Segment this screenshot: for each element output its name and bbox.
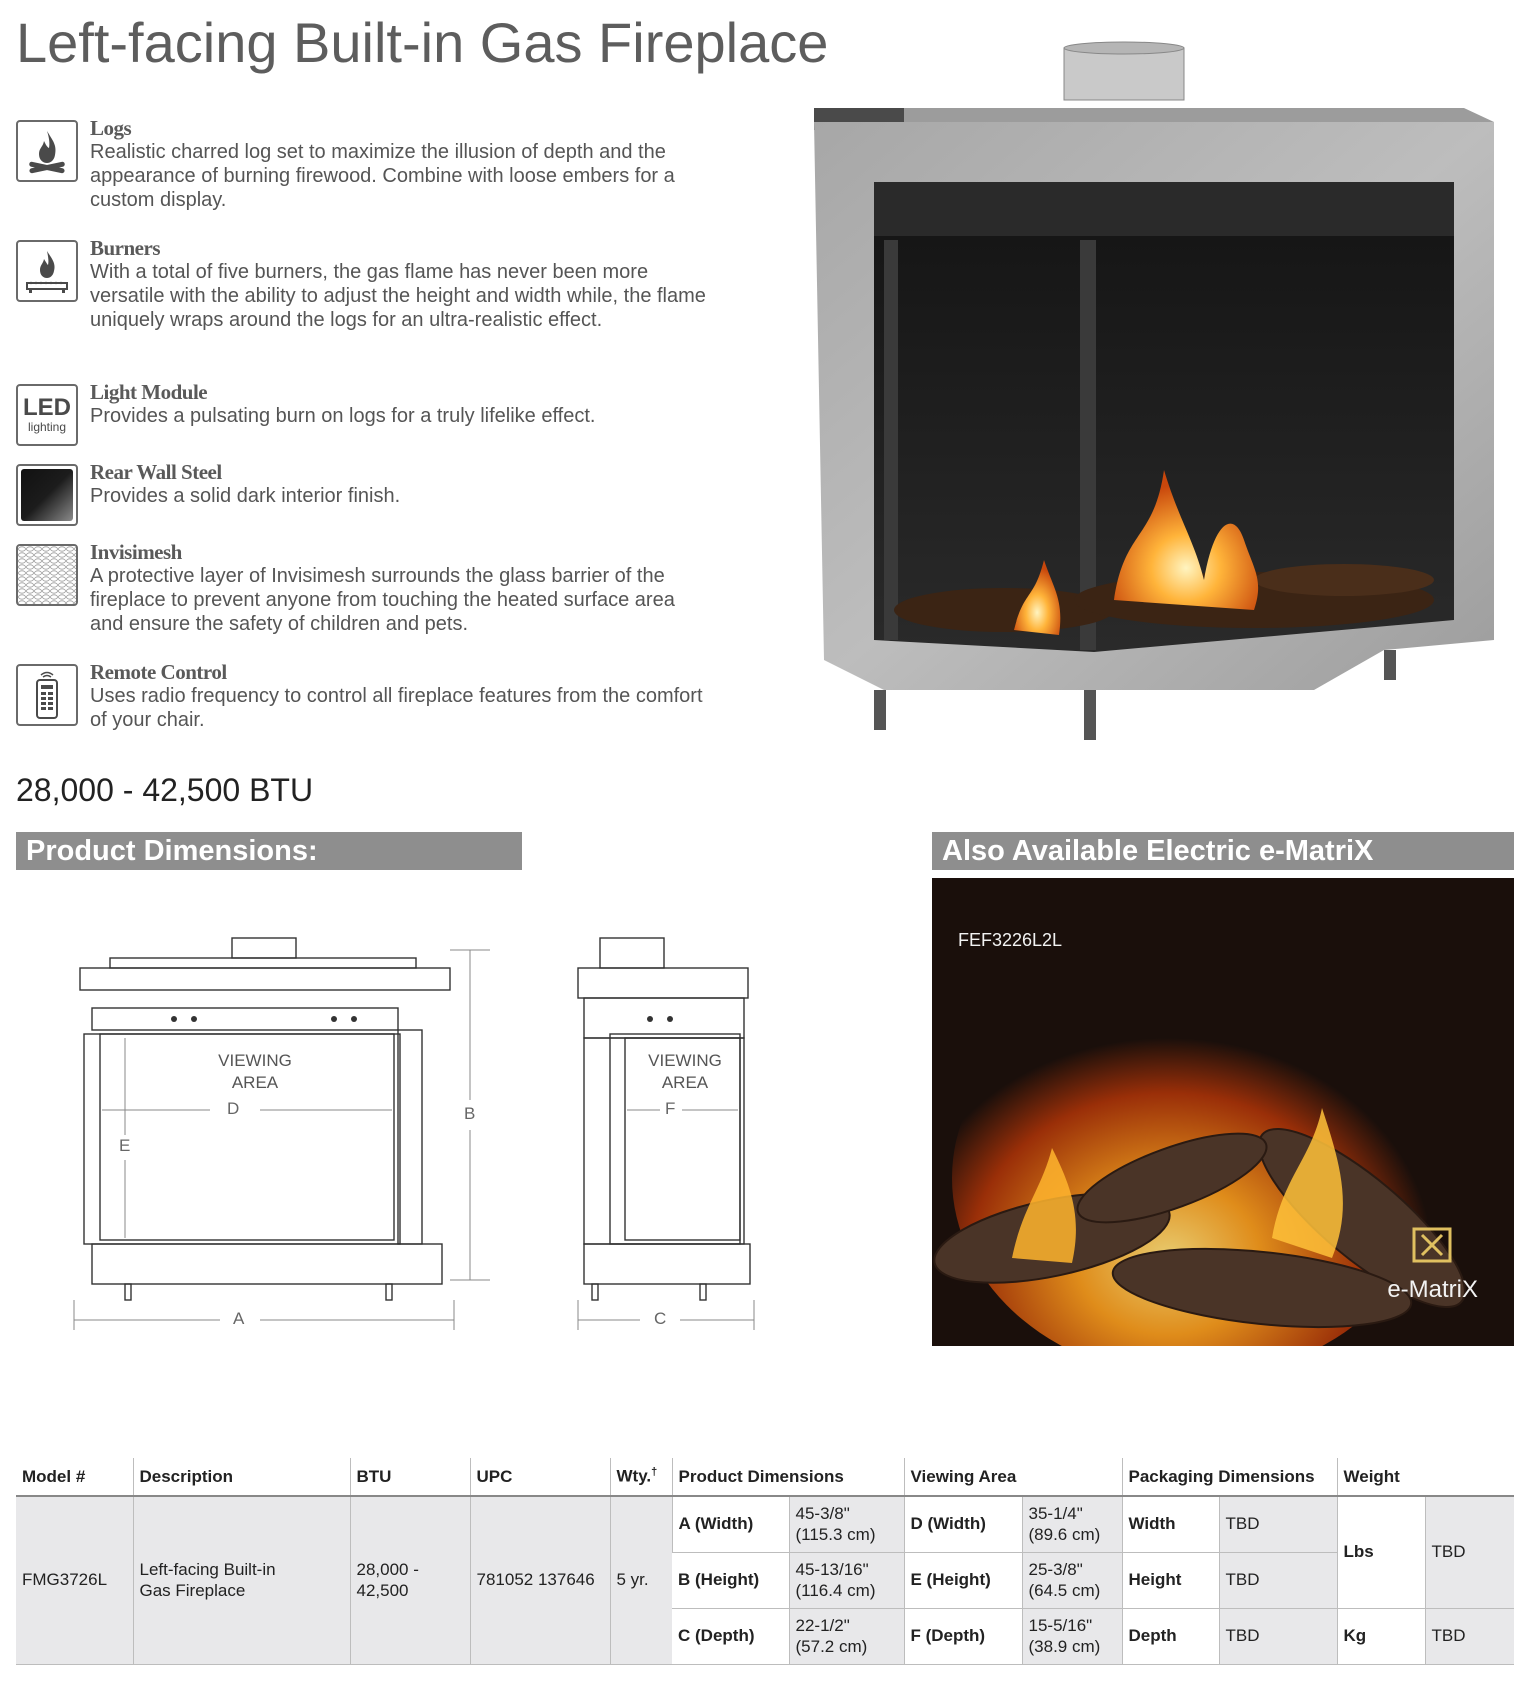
header-weight: Weight (1337, 1458, 1514, 1496)
dim-label-f: F (665, 1099, 676, 1118)
dim-label-d: D (227, 1099, 240, 1118)
weight-value: TBD (1425, 1608, 1514, 1664)
packaging-label: Depth (1122, 1608, 1219, 1664)
feature-title: Logs (90, 116, 132, 140)
led-lighting-icon: LED lighting (16, 384, 78, 446)
remote-icon (16, 664, 78, 726)
viewing-dim-label: E (Height) (904, 1552, 1022, 1608)
steel-swatch-icon (16, 464, 78, 526)
btu-range: 28,000 - 42,500 BTU (16, 772, 314, 808)
product-dim-label: B (Height) (672, 1552, 789, 1608)
viewing-dim-label: F (Depth) (904, 1608, 1022, 1664)
header-description: Description (133, 1458, 350, 1496)
burner-icon (16, 240, 78, 302)
table-row (16, 1496, 1514, 1552)
feature-logs (16, 116, 696, 211)
upc-cell: 781052 137646 (470, 1496, 610, 1664)
header-viewing-area: Viewing Area (904, 1458, 1122, 1496)
btu-cell: 28,000 - 42,500 (350, 1496, 470, 1664)
product-dim-label: A (Width) (672, 1496, 789, 1552)
packaging-label: Height (1122, 1552, 1219, 1608)
weight-label: Kg (1337, 1608, 1425, 1664)
viewing-dim-value: 35-1/4" (89.6 cm) (1022, 1496, 1122, 1552)
description-cell: Left-facing Built-in Gas Fireplace (133, 1496, 350, 1664)
spec-table (16, 1458, 1514, 1665)
page-title: Left-facing Built-in Gas Fireplace (16, 11, 829, 74)
viewing-dim-value: 25-3/8" (64.5 cm) (1022, 1552, 1122, 1608)
ematrix-model-number: FEF3226L2L (958, 930, 1063, 950)
product-dim-value: 22-1/2" (57.2 cm) (789, 1608, 904, 1664)
packaging-label: Width (1122, 1496, 1219, 1552)
feature-description: Provides a pulsating burn on logs for a truly lifelike effect. (90, 405, 596, 427)
feature-description: Provides a solid dark interior finish. (90, 485, 401, 507)
feature-title: Burners (90, 236, 160, 260)
feature-light-module (16, 380, 696, 464)
ematrix-brand-label: e-MatriX (1387, 1276, 1478, 1303)
packaging-value: TBD (1219, 1608, 1337, 1664)
header-warranty: Wty.† (610, 1458, 672, 1496)
feature-rear-wall-steel (16, 460, 696, 544)
packaging-value: TBD (1219, 1552, 1337, 1608)
product-dim-value: 45-3/8" (115.3 cm) (789, 1496, 904, 1552)
viewing-area-label-side: VIEWING AREA (648, 1051, 722, 1092)
dimension-drawing (70, 920, 770, 1360)
feature-remote-control (16, 660, 703, 744)
header-product-dimensions: Product Dimensions (672, 1458, 904, 1496)
model-cell: FMG3726L (16, 1496, 133, 1664)
dim-label-c: C (654, 1309, 667, 1328)
header-btu: BTU (350, 1458, 470, 1496)
viewing-dim-value: 15-5/16" (38.9 cm) (1022, 1608, 1122, 1664)
also-available-header: Also Available Electric e-MatriX (932, 832, 1514, 870)
feature-title: Rear Wall Steel (90, 460, 222, 484)
feature-invisimesh (16, 540, 696, 635)
product-dim-value: 45-13/16" (116.4 cm) (789, 1552, 904, 1608)
logs-fire-icon (16, 120, 78, 182)
feature-description: Realistic charred log set to maximize the illusion of depth and the appearance of burning firewood. Combine with loose embers for a custom display. (90, 141, 675, 211)
fireplace-product-image (784, 40, 1528, 772)
product-dim-label: C (Depth) (672, 1608, 789, 1664)
product-dimensions-header: Product Dimensions: (16, 832, 522, 870)
dim-label-a: A (233, 1309, 245, 1328)
warranty-cell: 5 yr. (610, 1496, 672, 1664)
viewing-dim-label: D (Width) (904, 1496, 1022, 1552)
feature-title: Remote Control (90, 660, 227, 684)
ematrix-logo-icon (1412, 1227, 1452, 1268)
header-packaging: Packaging Dimensions (1122, 1458, 1337, 1496)
header-upc: UPC (470, 1458, 610, 1496)
feature-description: With a total of five burners, the gas flame has never been more versatile with the ability to adjust the height and width while, the flame uniquely wraps around the logs for an ultra-realistic effect. (90, 261, 706, 331)
packaging-value: TBD (1219, 1496, 1337, 1552)
mesh-icon (16, 544, 78, 606)
ematrix-product-image (932, 878, 1514, 1346)
feature-title: Light Module (90, 380, 208, 404)
viewing-area-label-front: VIEWING AREA (218, 1051, 292, 1092)
feature-description: A protective layer of Invisimesh surrounds the glass barrier of the fireplace to prevent anyone from touching the heated surface area and ensure the safety of children and pets. (90, 565, 675, 635)
weight-label: Lbs (1337, 1496, 1425, 1608)
header-model: Model # (16, 1458, 133, 1496)
feature-burners (16, 236, 706, 331)
feature-description: Uses radio frequency to control all fireplace features from the comfort of your chair. (90, 685, 703, 731)
feature-title: Invisimesh (90, 540, 182, 564)
weight-value: TBD (1425, 1496, 1514, 1608)
dim-label-b: B (464, 1104, 476, 1123)
dim-label-e: E (119, 1136, 131, 1155)
